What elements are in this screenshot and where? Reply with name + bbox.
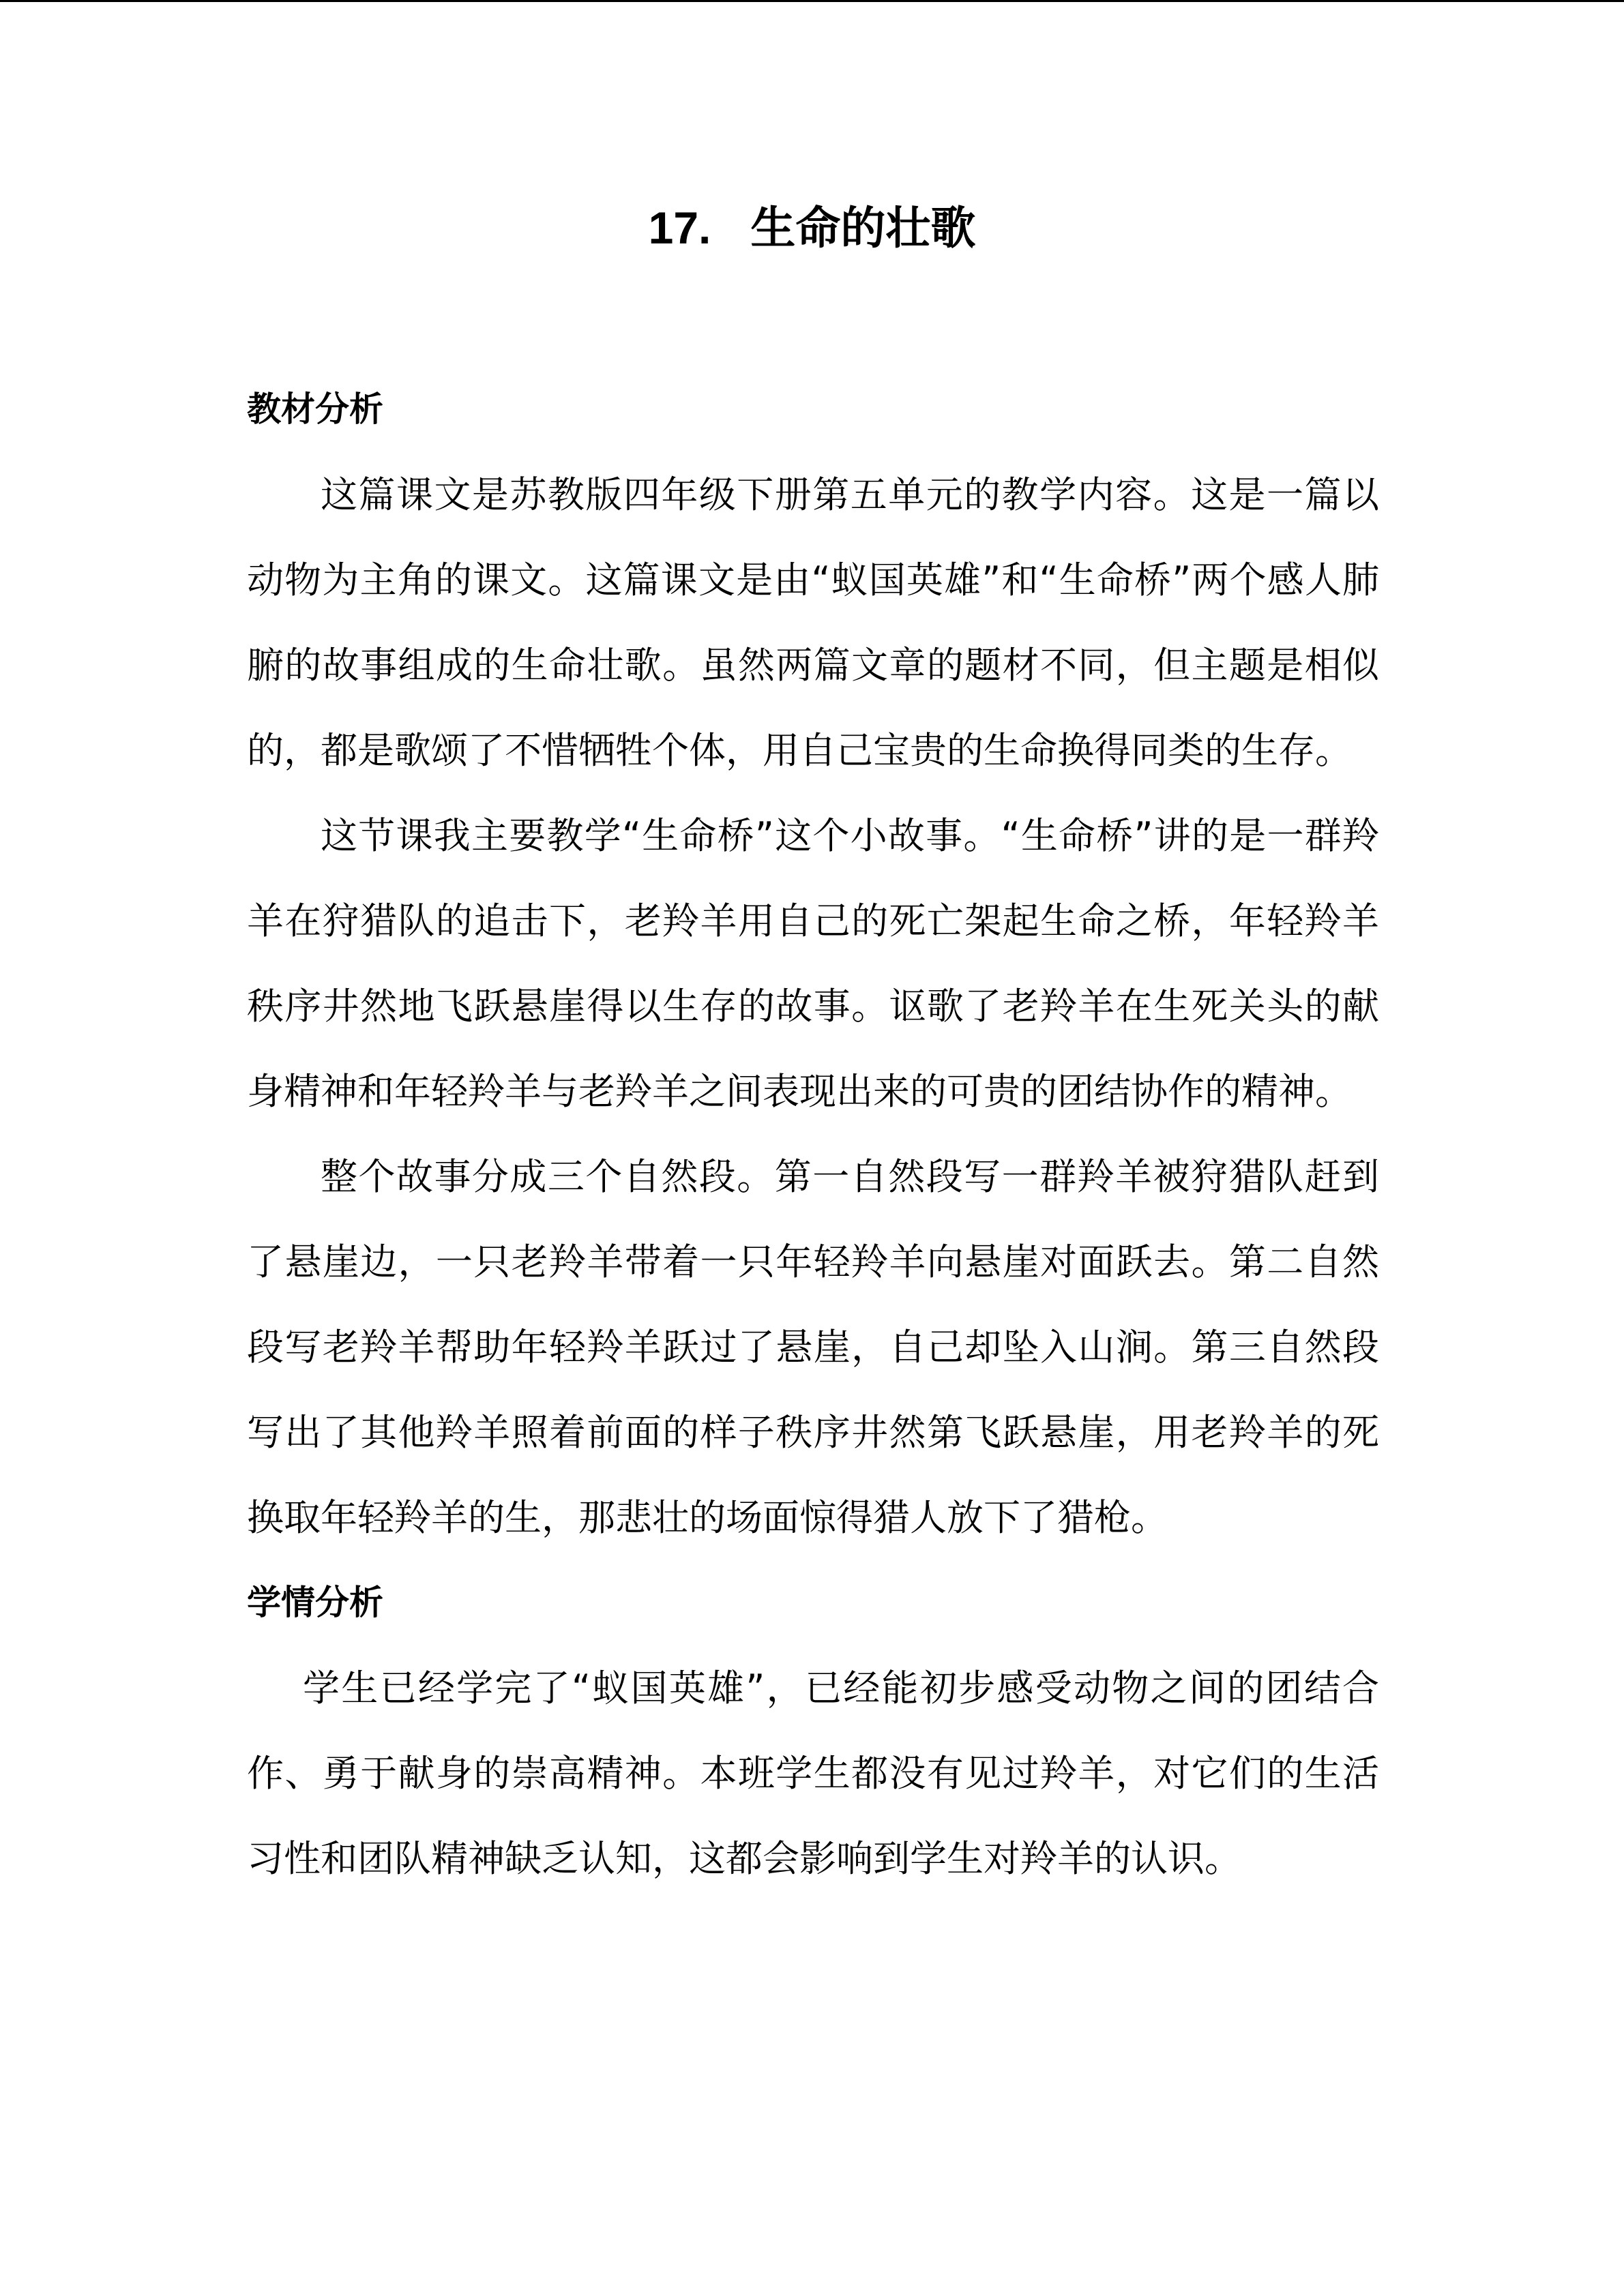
document-title [0, 202, 1624, 254]
body-paragraph: 这篇课文是苏教版四年级下册第五单元的教学内容。这是一篇以动物为主角的课文。这篇课文是由“蚁国英雄”和“生命桥”两个感人肺腑的故事组成的生命壮歌。虽然两篇文章的题材不同，但主题是相似的，都是歌颂了不惜牺牲个体，用自己宝贵的生命换得同类的生存。 [247, 473, 1379, 772]
section-learner-analysis [247, 1560, 1379, 1901]
title-text: 生命的壮歌 [750, 202, 976, 254]
section-heading: 教材分析 [247, 389, 383, 429]
body-paragraph: 这节课我主要教学“生命桥”这个小故事。“生命桥”讲的是一群羚羊在狩猎队的追击下，老羚羊用自己的死亡架起生命之桥，年轻羚羊秩序井然地飞跃悬崖得以生存的故事。讴歌了老羚羊在生死关头的献身精神和年轻羚羊与老羚羊之间表现出来的可贵的团结协作的精神。 [247, 814, 1379, 1113]
document-body [247, 367, 1379, 1901]
section-textbook-analysis [247, 367, 1379, 1560]
title-number: 17. [648, 203, 711, 253]
body-paragraph: 整个故事分成三个自然段。第一自然段写一群羚羊被狩猎队赶到了悬崖边，一只老羚羊带着一只年轻羚羊向悬崖对面跃去。第二自然段写老羚羊帮助年轻羚羊跃过了悬崖，自己却坠入山涧。第三自然段写出了其他羚羊照着前面的样子秩序井然第飞跃悬崖，用老羚羊的死换取年轻羚羊的生，那悲壮的场面惊得猎人放下了猎枪。 [247, 1155, 1379, 1539]
body-paragraph: 学生已经学完了“蚁国英雄”，已经能初步感受动物之间的团结合作、勇于献身的崇高精神。本班学生都没有见过羚羊，对它们的生活习性和团队精神缺乏认知，这都会影响到学生对羚羊的认识。 [247, 1667, 1379, 1880]
section-heading: 学情分析 [247, 1583, 383, 1622]
